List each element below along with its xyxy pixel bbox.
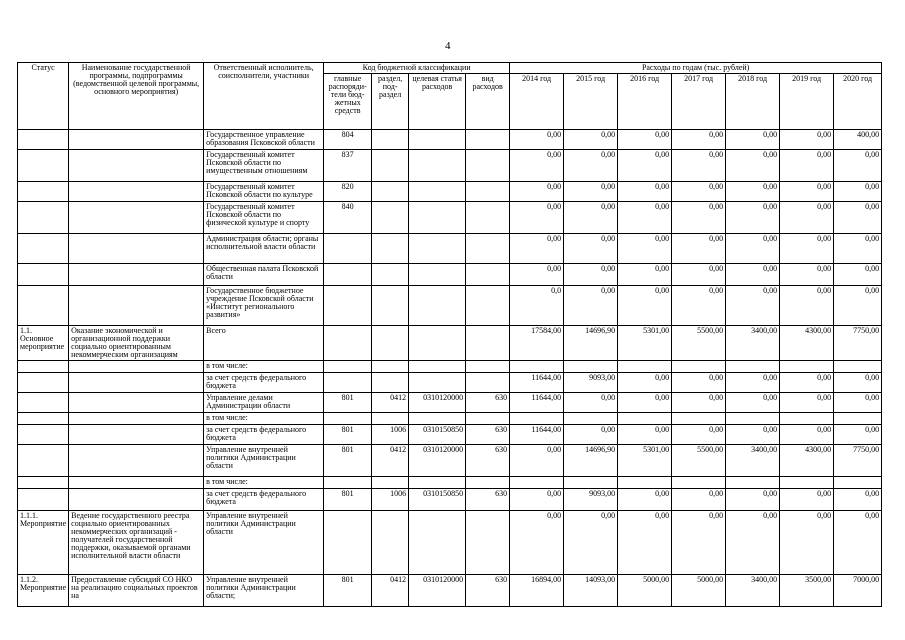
status-cell: 1.1.1. Мероприятие <box>18 511 69 575</box>
header-year: 2014 год <box>510 74 564 130</box>
expense-value-cell: 0,00 <box>726 130 780 150</box>
status-cell: 1.1.2. Мероприятие <box>18 575 69 607</box>
expense-value-cell: 0,00 <box>618 511 672 575</box>
expense-value-cell: 0,00 <box>726 264 780 286</box>
header-expenses: Расходы по годам (тыс. рублей) <box>510 63 882 74</box>
target-article-cell <box>409 511 466 575</box>
expense-value-cell: 0,00 <box>726 393 780 413</box>
section-cell <box>372 202 409 234</box>
table-row <box>18 326 882 361</box>
expense-value-cell <box>618 477 672 489</box>
program-name-cell <box>69 286 204 326</box>
expense-value-cell: 4300,00 <box>780 326 834 361</box>
header-executor: Ответственный исполнитель, соисполнители, участники <box>204 63 324 130</box>
status-cell <box>18 373 69 393</box>
executor-cell: Государственное бюджетное учреждение Псковской области «Институт регионального развития» <box>204 286 324 326</box>
section-cell <box>372 150 409 182</box>
expense-value-cell: 0,00 <box>726 489 780 511</box>
page-number: 4 <box>445 40 451 52</box>
expense-value-cell <box>564 413 618 425</box>
table-row <box>18 150 882 182</box>
expense-value-cell <box>564 477 618 489</box>
section-cell <box>372 264 409 286</box>
expense-value-cell: 0,00 <box>834 373 882 393</box>
section-cell <box>372 326 409 361</box>
status-cell <box>18 234 69 264</box>
table-row <box>18 286 882 326</box>
header-year: 2017 год <box>672 74 726 130</box>
header-target-article: целевая статья расходов <box>409 74 466 130</box>
expense-value-cell: 0,00 <box>564 150 618 182</box>
main-manager-cell <box>324 264 372 286</box>
table-row <box>18 477 882 489</box>
executor-cell: в том числе: <box>204 477 324 489</box>
expense-value-cell: 0,00 <box>672 182 726 202</box>
expense-value-cell: 0,00 <box>618 425 672 445</box>
target-article-cell <box>409 361 466 373</box>
expense-value-cell: 0,00 <box>834 264 882 286</box>
header-row-1 <box>18 63 882 74</box>
expense-value-cell: 3400,00 <box>726 445 780 477</box>
expense-type-cell <box>466 511 510 575</box>
expense-value-cell: 0,00 <box>510 489 564 511</box>
table-row <box>18 264 882 286</box>
expense-value-cell: 3500,00 <box>780 575 834 607</box>
section-cell <box>372 361 409 373</box>
expense-value-cell: 0,00 <box>564 393 618 413</box>
status-cell <box>18 264 69 286</box>
expense-value-cell: 7750,00 <box>834 445 882 477</box>
target-article-cell <box>409 326 466 361</box>
executor-cell: Общественная палата Псковской области <box>204 264 324 286</box>
expense-value-cell <box>726 413 780 425</box>
expense-type-cell <box>466 202 510 234</box>
target-article-cell: 0310150850 <box>409 489 466 511</box>
status-cell <box>18 130 69 150</box>
expense-value-cell: 0,00 <box>834 489 882 511</box>
expense-value-cell: 11644,00 <box>510 425 564 445</box>
expense-value-cell: 0,00 <box>780 182 834 202</box>
expense-value-cell: 4300,00 <box>780 445 834 477</box>
status-cell: 1.1. Основное мероприятие <box>18 326 69 361</box>
expense-value-cell: 7000,00 <box>834 575 882 607</box>
expense-value-cell: 9093,00 <box>564 489 618 511</box>
header-expense-type: вид расходов <box>466 74 510 130</box>
program-name-cell: Предоставление субсидий СО НКО на реализацию социальных проектов на <box>69 575 204 607</box>
target-article-cell: 0310120000 <box>409 393 466 413</box>
program-name-cell <box>69 150 204 182</box>
expense-value-cell: 0,00 <box>672 234 726 264</box>
expense-value-cell: 0,00 <box>726 373 780 393</box>
executor-cell: Всего <box>204 326 324 361</box>
status-cell <box>18 413 69 425</box>
program-name-cell <box>69 445 204 477</box>
executor-cell: за счет средств федерального бюджета <box>204 489 324 511</box>
expense-value-cell <box>564 361 618 373</box>
expense-value-cell <box>726 477 780 489</box>
main-manager-cell: 840 <box>324 202 372 234</box>
expense-value-cell: 3400,00 <box>726 326 780 361</box>
expense-type-cell <box>466 130 510 150</box>
expense-value-cell: 0,00 <box>780 202 834 234</box>
section-cell <box>372 373 409 393</box>
table-row <box>18 489 882 511</box>
expense-value-cell: 11644,00 <box>510 393 564 413</box>
program-name-cell <box>69 130 204 150</box>
expense-value-cell: 0,00 <box>834 393 882 413</box>
executor-cell: Управление внутренней политики Администрации области <box>204 511 324 575</box>
section-cell: 1006 <box>372 425 409 445</box>
expense-value-cell: 0,00 <box>672 264 726 286</box>
section-cell <box>372 234 409 264</box>
header-year: 2018 год <box>726 74 780 130</box>
expense-value-cell: 5500,00 <box>672 445 726 477</box>
header-year: 2016 год <box>618 74 672 130</box>
expense-value-cell: 17584,00 <box>510 326 564 361</box>
status-cell <box>18 202 69 234</box>
expense-value-cell: 0,00 <box>510 150 564 182</box>
expense-value-cell: 0,0 <box>510 286 564 326</box>
expense-value-cell: 0,00 <box>726 234 780 264</box>
header-year: 2020 год <box>834 74 882 130</box>
expense-value-cell: 0,00 <box>510 182 564 202</box>
expense-value-cell: 0,00 <box>834 202 882 234</box>
section-cell: 0412 <box>372 445 409 477</box>
expense-value-cell: 0,00 <box>510 234 564 264</box>
main-manager-cell <box>324 511 372 575</box>
target-article-cell: 0310120000 <box>409 445 466 477</box>
expense-value-cell: 0,00 <box>726 425 780 445</box>
executor-cell: в том числе: <box>204 413 324 425</box>
status-cell <box>18 489 69 511</box>
expense-value-cell: 16894,00 <box>510 575 564 607</box>
expense-value-cell: 7750,00 <box>834 326 882 361</box>
target-article-cell: 0310150850 <box>409 425 466 445</box>
header-status: Статус <box>18 63 69 130</box>
section-cell <box>372 413 409 425</box>
expense-value-cell: 0,00 <box>726 182 780 202</box>
target-article-cell <box>409 477 466 489</box>
main-manager-cell: 801 <box>324 393 372 413</box>
expense-value-cell: 5000,00 <box>618 575 672 607</box>
program-name-cell <box>69 413 204 425</box>
section-cell: 0412 <box>372 575 409 607</box>
expense-value-cell: 0,00 <box>834 234 882 264</box>
program-name-cell: Ведение государственного реестра социально ориентированных некоммерческих организаций - получателей государственной поддержки, оказываемой органами исполнительной власти области <box>69 511 204 575</box>
expense-value-cell <box>726 361 780 373</box>
expense-value-cell: 0,00 <box>834 182 882 202</box>
expense-value-cell: 0,00 <box>780 130 834 150</box>
header-year: 2019 год <box>780 74 834 130</box>
expense-value-cell: 5301,00 <box>618 445 672 477</box>
program-name-cell <box>69 393 204 413</box>
expense-value-cell: 0,00 <box>510 264 564 286</box>
budget-table <box>17 62 882 607</box>
main-manager-cell <box>324 413 372 425</box>
expense-value-cell: 5301,00 <box>618 326 672 361</box>
status-cell <box>18 445 69 477</box>
expense-value-cell <box>510 477 564 489</box>
table-row <box>18 202 882 234</box>
expense-value-cell: 0,00 <box>510 130 564 150</box>
table-row <box>18 373 882 393</box>
expense-type-cell <box>466 286 510 326</box>
expense-value-cell <box>618 413 672 425</box>
expense-value-cell: 0,00 <box>780 489 834 511</box>
target-article-cell <box>409 130 466 150</box>
expense-value-cell: 0,00 <box>618 182 672 202</box>
table-row <box>18 511 882 575</box>
executor-cell: Государственное управление образования Псковской области <box>204 130 324 150</box>
expense-value-cell: 0,00 <box>726 286 780 326</box>
expense-value-cell: 0,00 <box>564 202 618 234</box>
expense-value-cell <box>618 361 672 373</box>
expense-type-cell: 630 <box>466 425 510 445</box>
section-cell: 0412 <box>372 393 409 413</box>
expense-value-cell: 0,00 <box>618 286 672 326</box>
expense-type-cell: 630 <box>466 575 510 607</box>
header-program-name: Наименование государственной программы, подпрограммы (ведомственной целевой программы, основного мероприятия) <box>69 63 204 130</box>
target-article-cell <box>409 202 466 234</box>
status-cell <box>18 150 69 182</box>
expense-value-cell <box>834 413 882 425</box>
target-article-cell <box>409 286 466 326</box>
header-budget-code: Код бюджетной классификации <box>324 63 510 74</box>
expense-value-cell <box>672 477 726 489</box>
main-manager-cell: 801 <box>324 445 372 477</box>
table-row <box>18 130 882 150</box>
expense-value-cell: 0,00 <box>672 373 726 393</box>
expense-value-cell: 14093,00 <box>564 575 618 607</box>
main-manager-cell: 820 <box>324 182 372 202</box>
target-article-cell <box>409 234 466 264</box>
program-name-cell <box>69 373 204 393</box>
expense-type-cell <box>466 264 510 286</box>
expense-value-cell: 0,00 <box>618 489 672 511</box>
status-cell <box>18 286 69 326</box>
executor-cell: за счет средств федерального бюджета <box>204 425 324 445</box>
main-manager-cell: 801 <box>324 575 372 607</box>
expense-value-cell <box>834 477 882 489</box>
expense-value-cell: 0,00 <box>780 511 834 575</box>
target-article-cell <box>409 373 466 393</box>
expense-value-cell <box>834 361 882 373</box>
expense-value-cell <box>510 361 564 373</box>
expense-value-cell: 0,00 <box>564 425 618 445</box>
table-row <box>18 234 882 264</box>
expense-value-cell: 0,00 <box>780 286 834 326</box>
expense-type-cell <box>466 413 510 425</box>
expense-value-cell: 0,00 <box>726 511 780 575</box>
expense-type-cell <box>466 477 510 489</box>
expense-value-cell: 0,00 <box>780 393 834 413</box>
expense-value-cell: 0,00 <box>618 150 672 182</box>
table-row <box>18 575 882 607</box>
expense-value-cell: 0,00 <box>672 393 726 413</box>
executor-cell: Администрация области; органы исполнительной власти области <box>204 234 324 264</box>
expense-type-cell <box>466 373 510 393</box>
target-article-cell <box>409 150 466 182</box>
table-row <box>18 445 882 477</box>
expense-value-cell <box>780 361 834 373</box>
table-row <box>18 393 882 413</box>
expense-value-cell: 0,00 <box>672 511 726 575</box>
target-article-cell <box>409 264 466 286</box>
expense-value-cell: 0,00 <box>672 150 726 182</box>
table-row <box>18 425 882 445</box>
status-cell <box>18 425 69 445</box>
program-name-cell <box>69 234 204 264</box>
main-manager-cell: 801 <box>324 425 372 445</box>
target-article-cell <box>409 182 466 202</box>
status-cell <box>18 393 69 413</box>
table-row <box>18 182 882 202</box>
header-year: 2015 год <box>564 74 618 130</box>
expense-value-cell: 400,00 <box>834 130 882 150</box>
program-name-cell: Оказание экономической и организационной поддержки социально ориентированным некоммерческим организациям <box>69 326 204 361</box>
program-name-cell <box>69 361 204 373</box>
section-cell <box>372 286 409 326</box>
expense-value-cell: 0,00 <box>672 286 726 326</box>
main-manager-cell <box>324 373 372 393</box>
expense-value-cell: 0,00 <box>510 511 564 575</box>
expense-type-cell <box>466 150 510 182</box>
expense-value-cell <box>780 413 834 425</box>
expense-value-cell: 0,00 <box>726 202 780 234</box>
section-cell: 1006 <box>372 489 409 511</box>
expense-value-cell: 0,00 <box>780 150 834 182</box>
executor-cell: Управление делами Администрации области <box>204 393 324 413</box>
expense-value-cell: 14696,90 <box>564 445 618 477</box>
expense-value-cell: 0,00 <box>510 445 564 477</box>
expense-value-cell: 0,00 <box>618 234 672 264</box>
executor-cell: Управление внутренней политики Администрации области <box>204 445 324 477</box>
expense-value-cell: 0,00 <box>564 130 618 150</box>
header-section: раздел, под-раздел <box>372 74 409 130</box>
expense-value-cell: 0,00 <box>618 373 672 393</box>
expense-value-cell: 0,00 <box>618 130 672 150</box>
main-manager-cell <box>324 477 372 489</box>
expense-value-cell: 5500,00 <box>672 326 726 361</box>
program-name-cell <box>69 202 204 234</box>
status-cell <box>18 361 69 373</box>
target-article-cell <box>409 413 466 425</box>
expense-value-cell: 0,00 <box>834 150 882 182</box>
section-cell <box>372 182 409 202</box>
expense-type-cell: 630 <box>466 393 510 413</box>
status-cell <box>18 182 69 202</box>
expense-type-cell <box>466 326 510 361</box>
program-name-cell <box>69 182 204 202</box>
expense-value-cell: 0,00 <box>564 182 618 202</box>
main-manager-cell <box>324 326 372 361</box>
expense-value-cell: 0,00 <box>780 264 834 286</box>
expense-value-cell: 0,00 <box>834 425 882 445</box>
expense-type-cell: 630 <box>466 445 510 477</box>
expense-value-cell: 0,00 <box>564 264 618 286</box>
expense-value-cell: 0,00 <box>834 286 882 326</box>
expense-value-cell: 0,00 <box>672 130 726 150</box>
main-manager-cell <box>324 361 372 373</box>
expense-value-cell: 0,00 <box>672 202 726 234</box>
section-cell <box>372 477 409 489</box>
expense-value-cell: 0,00 <box>510 202 564 234</box>
header-main-manager: главные распоряди-тели бюд-жетных средств <box>324 74 372 130</box>
main-manager-cell: 801 <box>324 489 372 511</box>
executor-cell: Государственный комитет Псковской области по физической культуре и спорту <box>204 202 324 234</box>
expense-value-cell: 3400,00 <box>726 575 780 607</box>
table-row <box>18 413 882 425</box>
program-name-cell <box>69 489 204 511</box>
section-cell <box>372 130 409 150</box>
section-cell <box>372 511 409 575</box>
program-name-cell <box>69 264 204 286</box>
expense-type-cell <box>466 182 510 202</box>
expense-value-cell: 0,00 <box>672 489 726 511</box>
main-manager-cell: 837 <box>324 150 372 182</box>
expense-value-cell: 0,00 <box>672 425 726 445</box>
executor-cell: Государственный комитет Псковской области по имущественным отношениям <box>204 150 324 182</box>
expense-value-cell: 0,00 <box>834 511 882 575</box>
expense-type-cell <box>466 361 510 373</box>
budget-table-body <box>18 130 882 607</box>
expense-value-cell: 0,00 <box>618 202 672 234</box>
expense-value-cell: 0,00 <box>618 264 672 286</box>
expense-value-cell: 0,00 <box>780 234 834 264</box>
program-name-cell <box>69 425 204 445</box>
expense-value-cell: 0,00 <box>564 286 618 326</box>
main-manager-cell <box>324 286 372 326</box>
executor-cell: в том числе: <box>204 361 324 373</box>
program-name-cell <box>69 477 204 489</box>
expense-value-cell: 0,00 <box>780 373 834 393</box>
expense-value-cell <box>672 361 726 373</box>
executor-cell: Государственный комитет Псковской области по культуре <box>204 182 324 202</box>
expense-value-cell <box>780 477 834 489</box>
expense-value-cell: 0,00 <box>618 393 672 413</box>
target-article-cell: 0310120000 <box>409 575 466 607</box>
expense-value-cell: 5000,00 <box>672 575 726 607</box>
expense-value-cell: 0,00 <box>726 150 780 182</box>
expense-type-cell <box>466 234 510 264</box>
expense-value-cell: 11644,00 <box>510 373 564 393</box>
executor-cell: Управление внутренней политики Администрации области; <box>204 575 324 607</box>
expense-value-cell: 0,00 <box>780 425 834 445</box>
expense-value-cell: 0,00 <box>564 511 618 575</box>
expense-value-cell <box>672 413 726 425</box>
expense-value-cell: 14696,90 <box>564 326 618 361</box>
expense-value-cell <box>510 413 564 425</box>
expense-type-cell: 630 <box>466 489 510 511</box>
executor-cell: за счет средств федерального бюджета <box>204 373 324 393</box>
table-row <box>18 361 882 373</box>
main-manager-cell: 804 <box>324 130 372 150</box>
expense-value-cell: 9093,00 <box>564 373 618 393</box>
status-cell <box>18 477 69 489</box>
main-manager-cell <box>324 234 372 264</box>
expense-value-cell: 0,00 <box>564 234 618 264</box>
